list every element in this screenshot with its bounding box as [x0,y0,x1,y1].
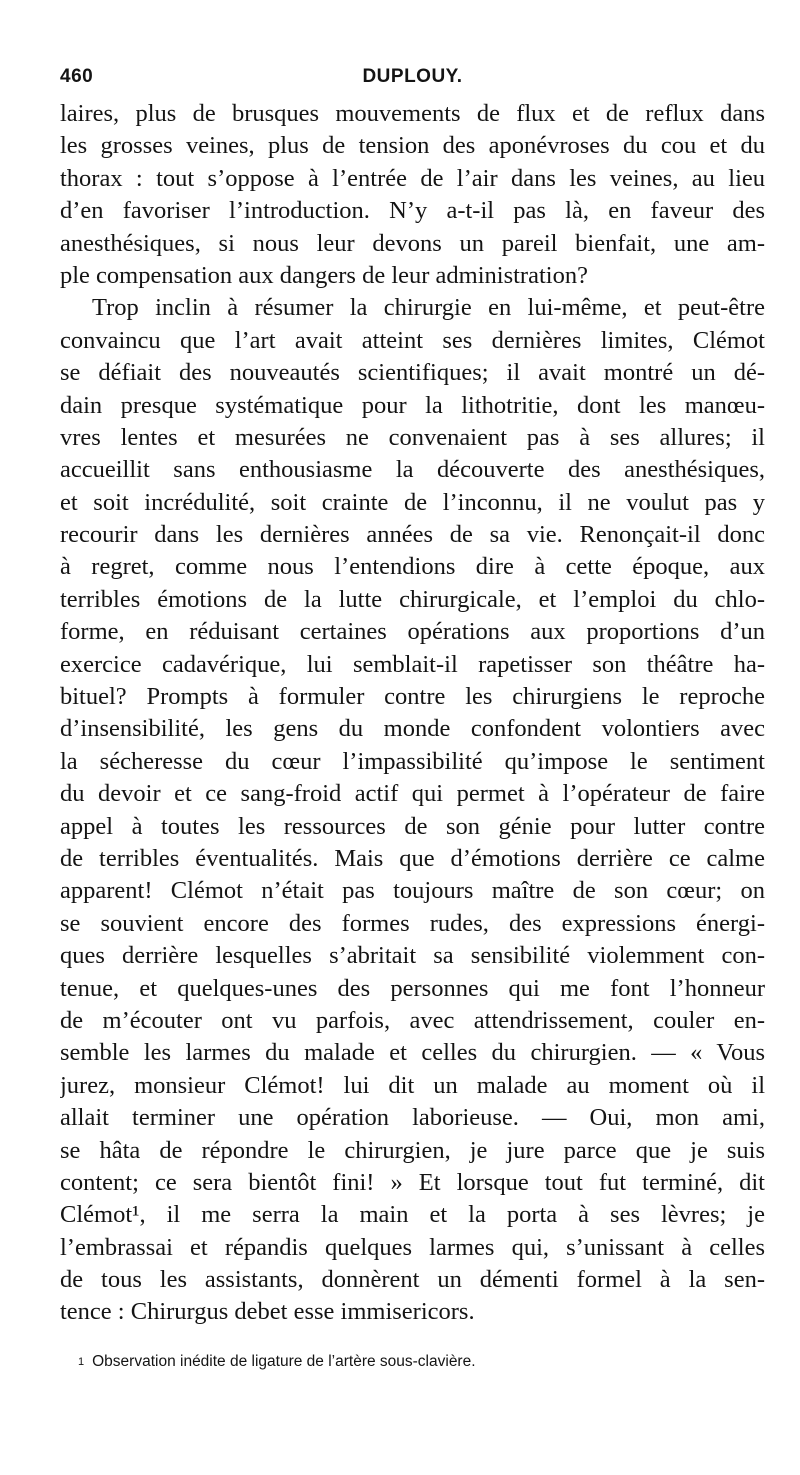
text-line: Clémot¹, il me serra la main et la porta à ses lèvres; je [60,1201,765,1229]
footnote [78,1352,758,1372]
text-line: et soit incrédulité, soit crainte de l’inconnu, il ne voulut pas y [60,488,765,516]
text-line: d’en favoriser l’introduction. N’y a-t-il pas là, en faveur des [60,197,765,225]
text-line: forme, en réduisant certaines opérations aux proportions d’un [60,618,765,646]
text-line: Trop inclin à résumer la chirurgie en lui-même, et peut-être [92,294,765,322]
text-line: appel à toutes les ressources de son génie pour lutter contre [60,812,765,840]
text-line: la sécheresse du cœur l’impassibilité qu’impose le sentiment [60,747,765,775]
text-line: de terribles éventualités. Mais que d’émotions derrière ce calme [60,844,765,872]
text-line: à regret, comme nous l’entendions dire à cette époque, aux [60,553,765,581]
text-line: dain presque systématique pour la lithotritie, dont les manœu- [60,391,765,419]
text-line: de tous les assistants, donnèrent un démenti formel à la sen- [60,1266,765,1294]
text-line: se hâta de répondre le chirurgien, je jure parce que je suis [60,1136,765,1164]
text-line: du devoir et ce sang-froid actif qui permet à l’opérateur de faire [60,780,765,808]
text-line: terribles émotions de la lutte chirurgicale, et l’emploi du chlo- [60,585,765,613]
text-line: apparent! Clémot n’était pas toujours maître de son cœur; on [60,877,765,905]
text-line: tence : Chirurgus debet esse immisericors. [60,1298,475,1326]
text-line: allait terminer une opération laborieuse. — Oui, mon ami, [60,1104,765,1132]
text-line: se défiait des nouveautés scientifiques; il avait montré un dé- [60,359,765,387]
text-line: se souvient encore des formes rudes, des expressions énergi- [60,909,765,937]
text-line: jurez, monsieur Clémot! lui dit un malade au moment où il [60,1071,765,1099]
text-line: ple compensation aux dangers de leur administration? [60,261,588,289]
text-line: d’insensibilité, les gens du monde confondent volontiers avec [60,715,765,743]
text-line: recourir dans les dernières années de sa vie. Renonçait-il donc [60,521,765,549]
running-head [60,64,765,94]
text-line: les grosses veines, plus de tension des aponévroses du cou et du [60,132,765,160]
text-line: semble les larmes du malade et celles du chirurgien. — « Vous [60,1039,765,1067]
text-line: vres lentes et mesurées ne convenaient pas à ses allures; il [60,423,765,451]
text-line: laires, plus de brusques mouvements de flux et de reflux dans [60,100,765,127]
text-line: anesthésiques, si nous leur devons un pareil bienfait, une am- [60,229,765,257]
text-line: ques derrière lesquelles s’abritait sa sensibilité violemment con- [60,942,765,970]
text-line: l’embrassai et répandis quelques larmes qui, s’unissant à celles [60,1233,765,1261]
text-line: bituel? Prompts à formuler contre les chirurgiens le reproche [60,683,765,711]
text-line: thorax : tout s’oppose à l’entrée de l’air dans les veines, au lieu [60,164,765,192]
text-line: de m’écouter ont vu parfois, avec attendrissement, couler en- [60,1006,765,1034]
page-number: 460 [60,66,94,87]
body-text [60,98,765,1329]
footnote-mark: 1 [78,1356,85,1368]
footnote-text: Observation inédite de ligature de l’artère sous-clavière. [92,1353,476,1370]
running-title: DUPLOUY. [362,66,463,87]
text-line: accueillit sans enthousiasme la découverte des anesthésiques, [60,456,765,484]
text-line: exercice cadavérique, lui semblait-il rapetisser son théâtre ha- [60,650,765,678]
text-line: tenue, et quelques-unes des personnes qui me font l’honneur [60,974,765,1002]
text-line: content; ce sera bientôt fini! » Et lorsque tout fut terminé, dit [60,1168,765,1196]
text-line: convaincu que l’art avait atteint ses dernières limites, Clémot [60,326,765,354]
